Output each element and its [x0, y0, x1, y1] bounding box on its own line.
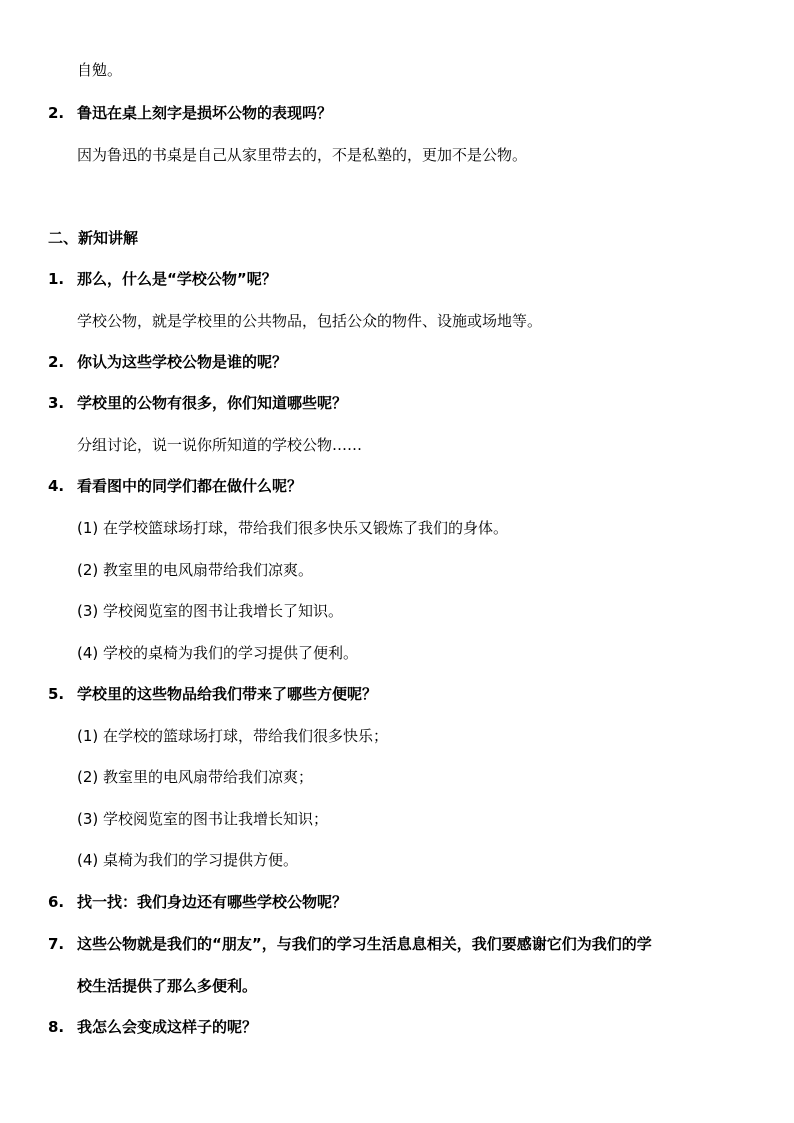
answer-line: (3) 学校阅览室的图书让我增长知识；: [77, 810, 329, 828]
question-number: 7.: [48, 935, 65, 953]
question-number: 2.: [48, 104, 65, 122]
question-continuation: 校生活提供了那么多便利。: [77, 977, 258, 995]
question-text: 那么，什么是“学校公物”呢？: [77, 270, 277, 288]
question-text: 看看图中的同学们都在做什么呢？: [77, 477, 303, 495]
answer-line: (2) 教室里的电风扇带给我们凉爽。: [77, 561, 314, 579]
question-number: 5.: [48, 685, 65, 703]
question-number: 6.: [48, 893, 65, 911]
answer-line: 自勉。: [77, 61, 123, 79]
answer-line: (3) 学校阅览室的图书让我增长了知识。: [77, 602, 344, 620]
section-heading: 二、新知讲解: [48, 229, 139, 247]
answer-line: (4) 桌椅为我们的学习提供方便。: [77, 851, 299, 869]
question-text: 这些公物就是我们的“朋友”，与我们的学习生活息息相关，我们要感谢它们为我们的学: [77, 935, 652, 953]
question-text: 你认为这些学校公物是谁的呢？: [77, 353, 288, 371]
answer-line: (4) 学校的桌椅为我们的学习提供了便利。: [77, 644, 359, 662]
answer-line: 因为鲁迅的书桌是自己从家里带去的，不是私塾的，更加不是公物。: [77, 146, 528, 164]
question-text: 找一找：我们身边还有哪些学校公物呢？: [77, 893, 348, 911]
answer-line: 分组讨论，说一说你所知道的学校公物……: [77, 436, 363, 454]
question-number: 4.: [48, 477, 65, 495]
answer-line: (1) 在学校的篮球场打球，带给我们很多快乐；: [77, 727, 389, 745]
answer-line: (2) 教室里的电风扇带给我们凉爽；: [77, 768, 314, 786]
question-number: 3.: [48, 394, 65, 412]
question-number: 1.: [48, 270, 65, 288]
question-number: 8.: [48, 1018, 65, 1036]
question-text: 鲁迅在桌上刻字是损坏公物的表现吗？: [77, 104, 333, 122]
question-text: 我怎么会变成这样子的呢？: [77, 1018, 258, 1036]
question-text: 学校里的公物有很多，你们知道哪些呢？: [77, 394, 348, 412]
answer-line: (1) 在学校篮球场打球，带给我们很多快乐又锻炼了我们的身体。: [77, 519, 509, 537]
question-text: 学校里的这些物品给我们带来了哪些方便呢？: [77, 685, 378, 703]
question-number: 2.: [48, 353, 65, 371]
answer-line: 学校公物，就是学校里的公共物品，包括公众的物件、设施或场地等。: [77, 312, 543, 330]
